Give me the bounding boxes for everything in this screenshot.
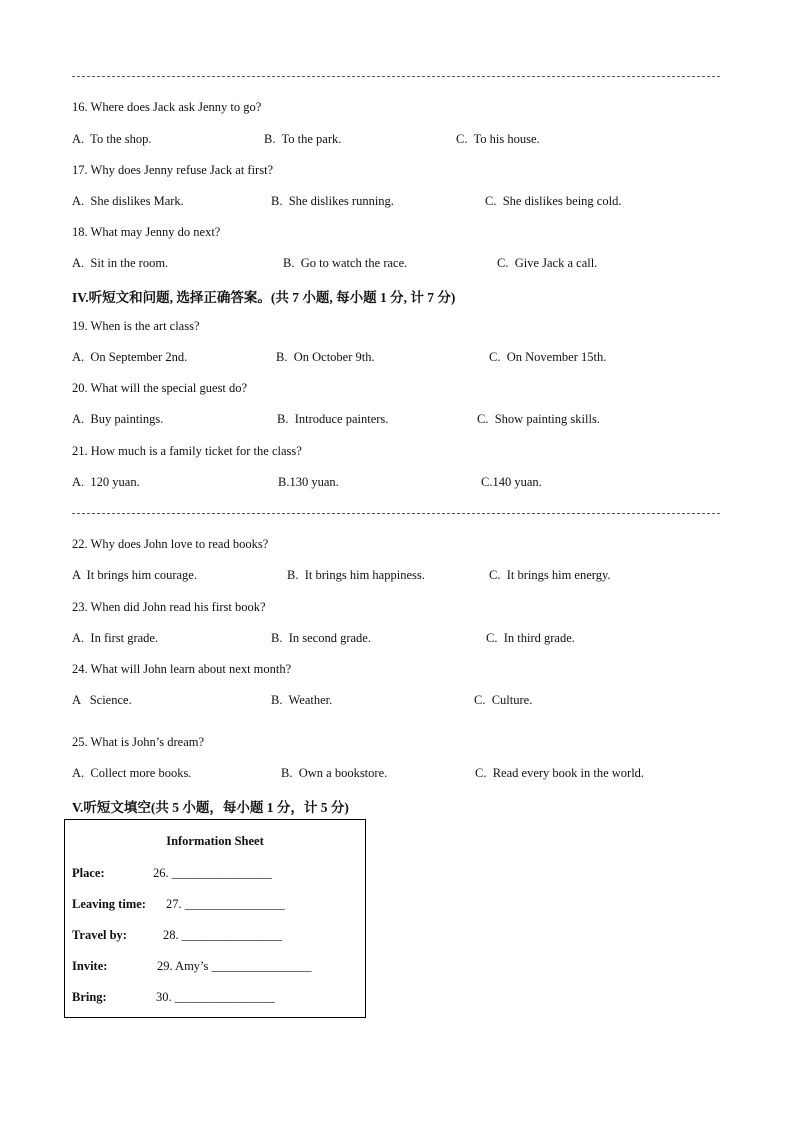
blank-29[interactable]: 29. Amy’s ________________	[157, 959, 312, 973]
option-16-b: B. To the park.	[264, 132, 342, 146]
field-label-leaving-time: Leaving time:	[72, 897, 146, 911]
option-23-b: B. In second grade.	[271, 631, 371, 645]
question-17: 17. Why does Jenny refuse Jack at first?	[72, 163, 274, 177]
question-22: 22. Why does John love to read books?	[72, 537, 269, 551]
option-20-c: C. Show painting skills.	[477, 412, 600, 426]
dashed-divider-top	[72, 76, 720, 77]
option-17-b: B. She dislikes running.	[271, 194, 394, 208]
option-18-c: C. Give Jack a call.	[497, 256, 598, 270]
blank-27[interactable]: 27. ________________	[166, 897, 285, 911]
question-19: 19. When is the art class?	[72, 319, 200, 333]
option-22-a: A It brings him courage.	[72, 568, 197, 582]
field-label-bring: Bring:	[72, 990, 107, 1004]
blank-30[interactable]: 30. ________________	[156, 990, 275, 1004]
option-19-c: C. On November 15th.	[489, 350, 607, 364]
question-18: 18. What may Jenny do next?	[72, 225, 221, 239]
option-20-a: A. Buy paintings.	[72, 412, 164, 426]
option-22-b: B. It brings him happiness.	[287, 568, 425, 582]
option-16-a: A. To the shop.	[72, 132, 152, 146]
information-sheet-title: Information Sheet	[166, 834, 264, 848]
option-23-a: A. In first grade.	[72, 631, 159, 645]
option-24-b: B. Weather.	[271, 693, 333, 707]
option-18-a: A. Sit in the room.	[72, 256, 169, 270]
option-20-b: B. Introduce painters.	[277, 412, 389, 426]
option-21-c: C.140 yuan.	[481, 475, 542, 489]
option-19-b: B. On October 9th.	[276, 350, 375, 364]
question-20: 20. What will the special guest do?	[72, 381, 248, 395]
field-label-invite: Invite:	[72, 959, 108, 973]
option-24-c: C. Culture.	[474, 693, 533, 707]
question-16: 16. Where does Jack ask Jenny to go?	[72, 100, 262, 114]
option-25-b: B. Own a bookstore.	[281, 766, 388, 780]
option-25-a: A. Collect more books.	[72, 766, 192, 780]
section-5-heading: V.听短文填空(共 5 小题，每小题 1 分，计 5 分)	[72, 800, 349, 815]
option-22-c: C. It brings him energy.	[489, 568, 611, 582]
option-24-a: A Science.	[72, 693, 132, 707]
blank-26[interactable]: 26. ________________	[153, 866, 272, 880]
information-sheet	[64, 819, 366, 1018]
field-label-travel-by: Travel by:	[72, 928, 127, 942]
dashed-divider-middle	[72, 513, 720, 514]
option-25-c: C. Read every book in the world.	[475, 766, 645, 780]
question-24: 24. What will John learn about next month?	[72, 662, 292, 676]
option-18-b: B. Go to watch the race.	[283, 256, 408, 270]
question-23: 23. When did John read his first book?	[72, 600, 266, 614]
blank-28[interactable]: 28. ________________	[163, 928, 282, 942]
option-19-a: A. On September 2nd.	[72, 350, 188, 364]
option-23-c: C. In third grade.	[486, 631, 575, 645]
option-21-a: A. 120 yuan.	[72, 475, 140, 489]
option-17-c: C. She dislikes being cold.	[485, 194, 622, 208]
option-21-b: B.130 yuan.	[278, 475, 339, 489]
section-4-heading: IV.听短文和问题, 选择正确答案。(共 7 小题, 每小题 1 分, 计 7 分)	[72, 290, 456, 305]
question-25: 25. What is John’s dream?	[72, 735, 205, 749]
option-16-c: C. To his house.	[456, 132, 540, 146]
option-17-a: A. She dislikes Mark.	[72, 194, 184, 208]
question-21: 21. How much is a family ticket for the class?	[72, 444, 302, 458]
field-label-place: Place:	[72, 866, 105, 880]
